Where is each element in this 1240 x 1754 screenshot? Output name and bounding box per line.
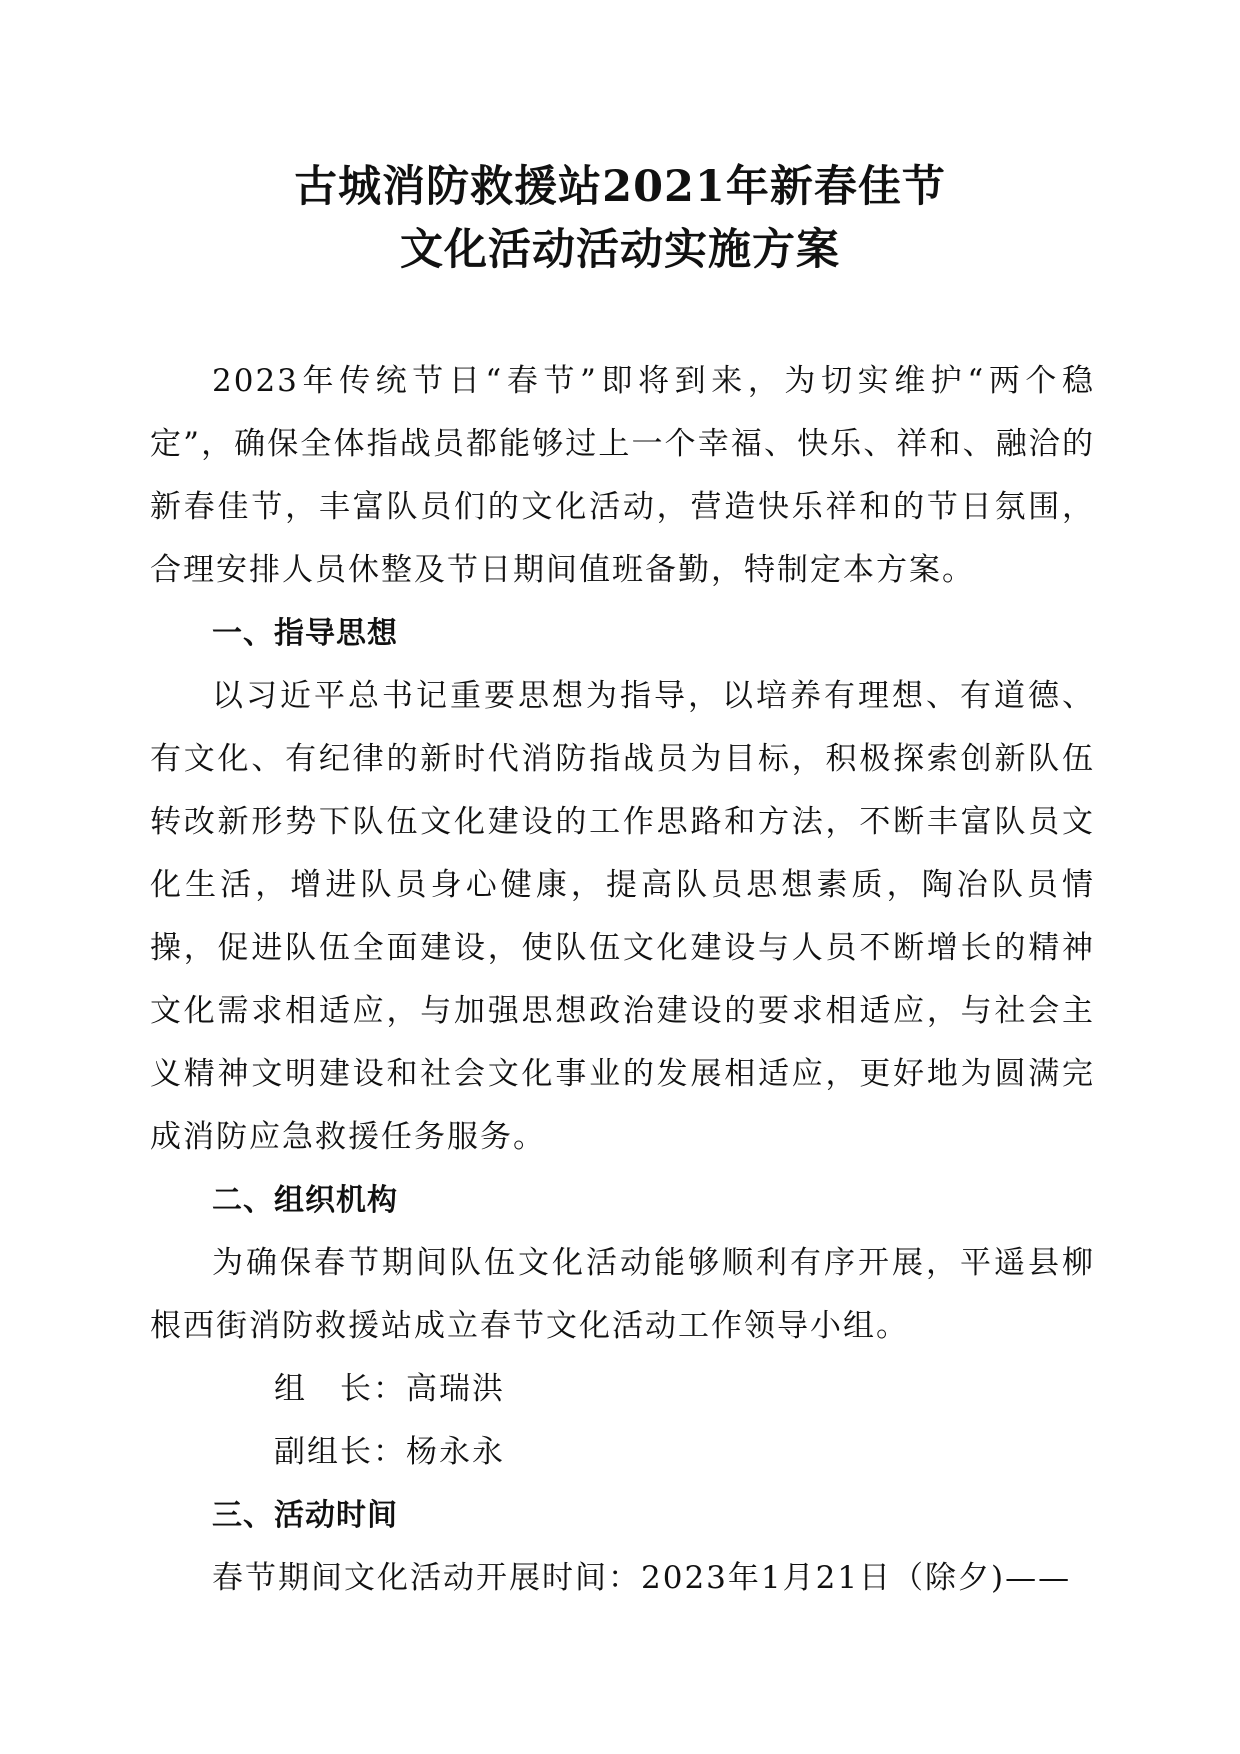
- intro-paragraph: 2023年传统节日“春节”即将到来，为切实维护“两个稳定”，确保全体指战员都能够过上一个幸福、快乐、祥和、融洽的新春佳节，丰富队员们的文化活动，营造快乐祥和的节日氛围，合理安排人员休整及节日期间值班备勤，特制定本方案。: [150, 363, 1095, 588]
- group-leader-name: 高瑞洪: [406, 1371, 505, 1407]
- document-body: [150, 350, 1095, 1610]
- section-2-paragraph: 为确保春节期间队伍文化活动能够顺利有序开展，平遥县柳根西街消防救援站成立春节文化活动工作领导小组。: [150, 1245, 1095, 1344]
- group-leader-label: 组 长：: [274, 1371, 406, 1407]
- section-3-paragraph: 春节期间文化活动开展时间：2023年1月21日（除夕)——: [212, 1560, 1072, 1596]
- section-2-heading: 二、组织机构: [212, 1183, 398, 1218]
- section-1-heading: 一、指导思想: [212, 616, 398, 651]
- document-title-line-2: 文化活动活动实施方案: [400, 225, 840, 275]
- deputy-leader-line: [150, 1421, 1095, 1484]
- section-3-heading: 三、活动时间: [212, 1498, 398, 1533]
- group-leader-line: [150, 1358, 1095, 1421]
- section-1-paragraph: 以习近平总书记重要思想为指导，以培养有理想、有道德、有文化、有纪律的新时代消防指战员为目标，积极探索创新队伍转改新形势下队伍文化建设的工作思路和方法，不断丰富队员文化生活，增进队员身心健康，提高队员思想素质，陶冶队员情操，促进队伍全面建设，使队伍文化建设与人员不断增长的精神文化需求相适应，与加强思想政治建设的要求相适应，与社会主义精神文明建设和社会文化事业的发展相适应，更好地为圆满完成消防应急救援任务服务。: [150, 678, 1095, 1155]
- deputy-leader-name: 杨永永: [406, 1434, 505, 1470]
- deputy-leader-label: 副组长：: [274, 1434, 406, 1470]
- document-title-line-1: 古城消防救援站2021年新春佳节: [294, 162, 946, 212]
